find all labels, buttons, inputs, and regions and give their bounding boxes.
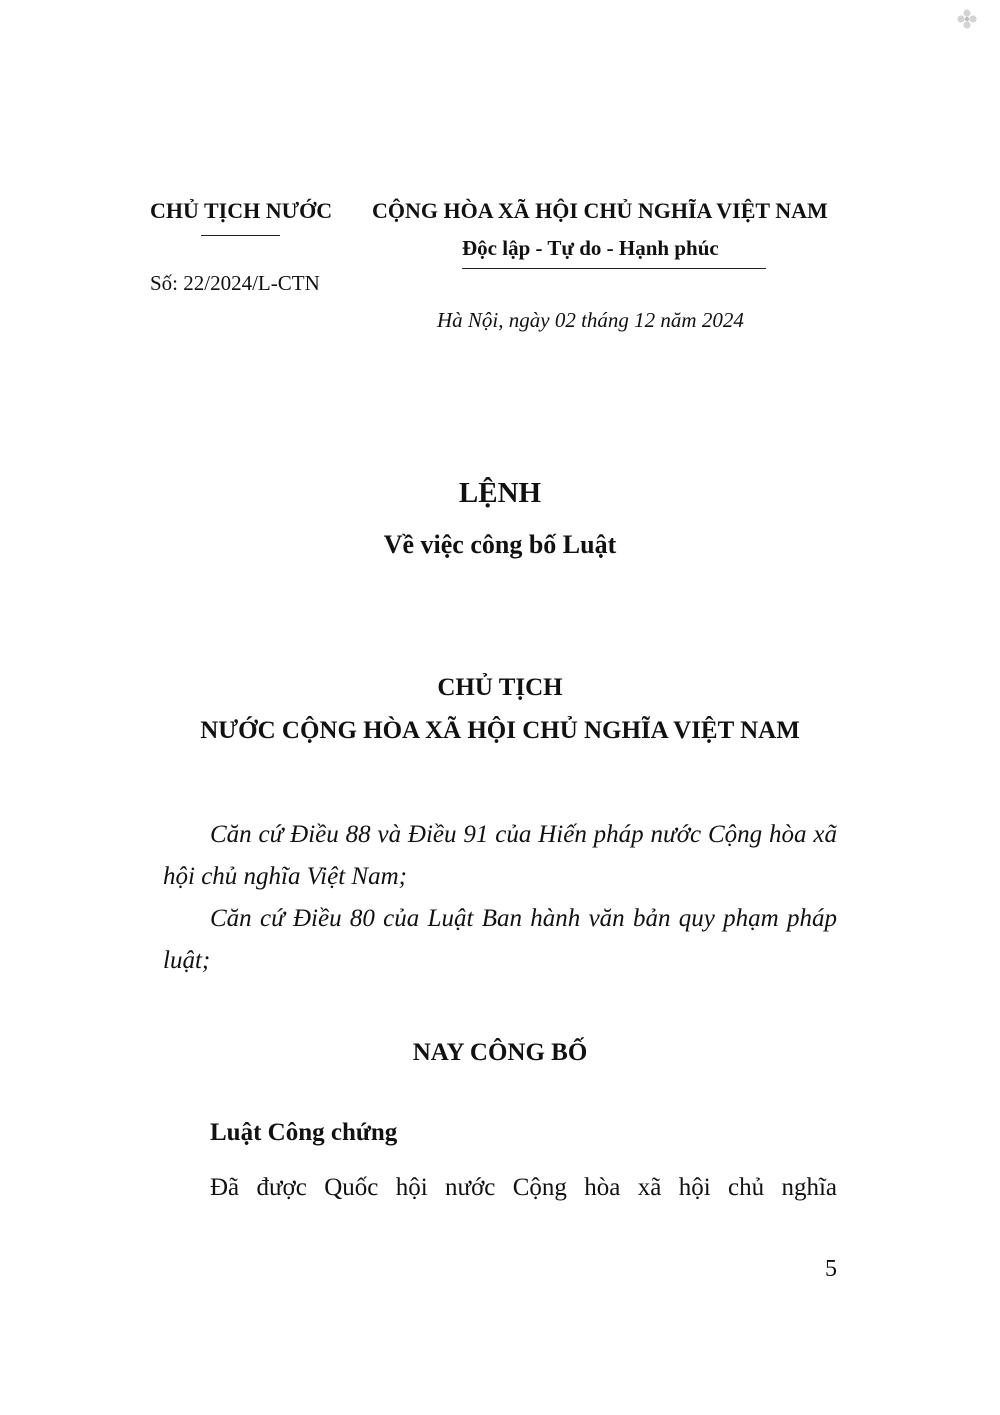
issuer-name: CHỦ TỊCH NƯỚC	[150, 198, 333, 223]
issuer-underline	[201, 235, 280, 236]
authority-heading-line1: CHỦ TỊCH	[437, 674, 563, 701]
flower-watermark-icon	[956, 8, 978, 30]
preamble-paragraph: Căn cứ Điều 80 của Luật Ban hành văn bản quy phạm pháp luật;	[163, 905, 837, 974]
national-motto: Độc lập - Tự do - Hạnh phúc	[462, 236, 719, 260]
document-title: LỆNH	[458, 477, 542, 509]
body-text: Đã được Quốc hội nước Cộng hòa xã hội chủ nghĩa	[210, 1174, 837, 1201]
document-subtitle: Về việc công bố Luật	[383, 530, 617, 559]
preamble-paragraph: Căn cứ Điều 88 và Điều 91 của Hiến pháp nước Cộng hòa xã hội chủ nghĩa Việt Nam;	[163, 821, 837, 890]
place-date: Hà Nội, ngày 02 tháng 12 năm 2024	[437, 308, 744, 332]
preamble	[163, 814, 837, 982]
motto-underline	[462, 268, 766, 269]
law-name: Luật Công chứng	[210, 1119, 398, 1146]
republic-name: CỘNG HÒA XÃ HỘI CHỦ NGHĨA VIỆT NAM	[372, 198, 828, 223]
document-number: Số: 22/2024/L-CTN	[150, 271, 320, 295]
page-number: 5	[825, 1256, 837, 1282]
authority-heading-line2: NƯỚC CỘNG HÒA XÃ HỘI CHỦ NGHĨA VIỆT NAM	[200, 717, 800, 744]
announcement-heading: NAY CÔNG BỐ	[412, 1039, 588, 1066]
